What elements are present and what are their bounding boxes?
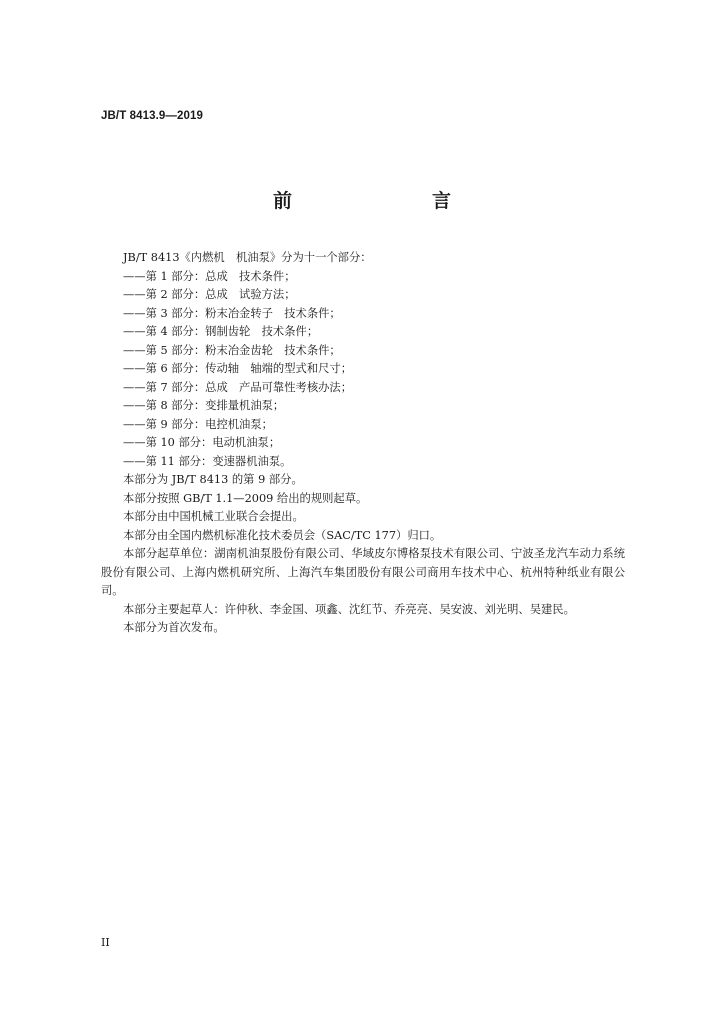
paragraph-proposer: 本部分由中国机械工业联合会提出。 xyxy=(123,510,304,523)
paragraph-first-release: 本部分为首次发布。 xyxy=(123,621,225,634)
part-item: ——第 7 部分：总成 产品可靠性考核办法； xyxy=(123,380,353,394)
part-item: ——第 1 部分：总成 技术条件； xyxy=(123,269,296,283)
part-item: ——第 3 部分：粉末冶金转子 技术条件； xyxy=(123,306,341,320)
paragraph-part-number: 本部分为 JB/T 8413 的第 9 部分。 xyxy=(123,473,303,486)
paragraph-drafters: 本部分主要起草人：许仲秋、李金国、项鑫、沈红节、乔亮亮、吴安波、刘光明、吴建民。 xyxy=(123,602,575,616)
part-item: ——第 4 部分：钢制齿轮 技术条件； xyxy=(123,325,319,338)
part-item: ——第 8 部分：变排量机油泵； xyxy=(123,399,285,412)
part-item: ——第 2 部分：总成 试验方法； xyxy=(123,288,296,301)
paragraph-drafting-units: 本部分起草单位：湖南机油泵股份有限公司、华域皮尔博格泵技术有限公司、宁波圣龙汽车动力系统股份有限公司、上海内燃机研究所、上海汽车集团股份有限公司商用车技术中心、杭州特种纸业有限公司。 xyxy=(101,547,625,597)
part-item: ——第 10 部分：电动机油泵； xyxy=(123,436,281,449)
page-number: II xyxy=(101,936,110,949)
part-item: ——第 5 部分：粉末冶金齿轮 技术条件； xyxy=(123,343,341,357)
paragraph-committee: 本部分由全国内燃机标准化技术委员会（SAC/TC 177）归口。 xyxy=(123,528,442,542)
paragraph-drafting-rules: 本部分按照 GB/T 1.1—2009 给出的规则起草。 xyxy=(123,491,368,505)
parts-intro: JB/T 8413《内燃机 机油泵》分为十一个部分： xyxy=(123,251,372,264)
standard-code-header: JB/T 8413.9—2019 xyxy=(101,110,203,122)
page-title: 前 言 xyxy=(272,190,485,212)
part-item: ——第 6 部分：传动轴 轴端的型式和尺寸； xyxy=(123,362,353,375)
part-item: ——第 11 部分：变速器机油泵。 xyxy=(123,454,292,468)
part-item: ——第 9 部分：电控机油泵； xyxy=(123,417,273,431)
foreword-content xyxy=(101,249,625,638)
